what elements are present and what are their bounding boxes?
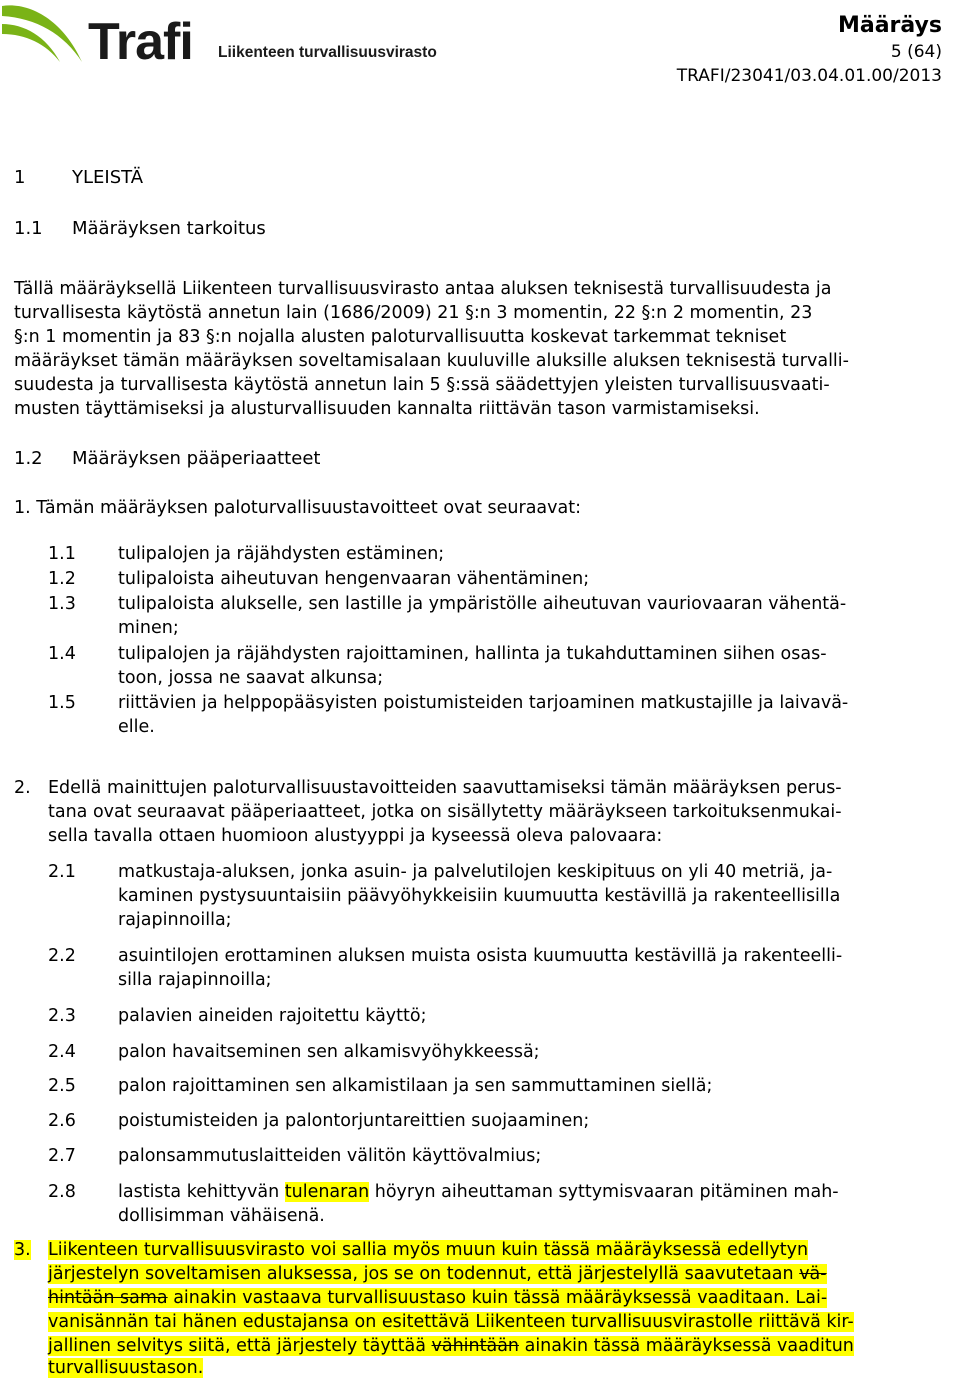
list-item-text: palon rajoittaminen sen alkamistilaan ja sen sammuttaminen siellä; [118, 1076, 713, 1096]
list-item-number: 1.4 [48, 644, 76, 664]
list-item-text: kaminen pystysuuntaisiin päävyöhykkeisiin kuumuutta kestävillä ja rakenteellisilla [118, 886, 841, 906]
list-item-text: dollisimman vähäisenä. [118, 1206, 325, 1226]
section-number: 1.2 [14, 448, 43, 469]
paragraph-line: musten täyttämiseksi ja alusturvallisuuden kannalta riittävän tason varmistamiseksi. [14, 399, 760, 419]
list-item-number: 2.4 [48, 1042, 76, 1062]
section-title: YLEISTÄ [72, 167, 144, 188]
list-item-text: silla rajapinnoilla; [118, 970, 272, 990]
section-title: Määräyksen pääperiaatteet [72, 448, 321, 469]
list-item-text: riittävien ja helppopääsyisten poistumisteiden tarjoaminen matkustajille ja laivavä- [118, 693, 849, 713]
trafi-logo [0, 0, 437, 75]
objectives-intro: 1. Tämän määräyksen paloturvallisuustavoitteet ovat seuraavat: [14, 498, 581, 518]
list-item-text: toon, jossa ne saavat alkunsa; [118, 668, 384, 688]
list-item-text: tulipalojen ja räjähdysten estäminen; [118, 544, 445, 564]
struck-text: vähintään [431, 1336, 520, 1356]
page-number: 5 (64) [890, 42, 942, 62]
document-type: Määräys [837, 13, 942, 38]
section-heading-1-2 [14, 447, 321, 471]
list-item-text: matkustaja-aluksen, jonka asuin- ja palvelutilojen keskipituus on yli 40 metriä, ja- [118, 862, 833, 882]
paragraph-line [48, 1286, 827, 1310]
highlighted-text: tulenaran [284, 1182, 370, 1202]
list-item-number: 2.3 [48, 1006, 76, 1026]
paragraph-line [48, 1356, 203, 1380]
text-run: lastista kehittyvän [118, 1182, 285, 1202]
section-heading-1-1 [14, 217, 266, 241]
paragraph-line: määräykset tämän määräyksen soveltamisalaan kuuluville aluksille aluksen teknisestä turvalli- [14, 351, 849, 371]
list-item-text: tulipaloista aiheutuvan hengenvaaran vähentäminen; [118, 569, 590, 589]
list-item-text: asuintilojen erottaminen aluksen muista osista kuumuutta kestävillä ja rakenteelli- [118, 946, 843, 966]
list-item-text: elle. [118, 717, 155, 737]
section-title: Määräyksen tarkoitus [72, 218, 266, 239]
list-item-text: tulipalojen ja räjähdysten rajoittaminen, hallinta ja tukahduttaminen siihen osas- [118, 644, 827, 664]
list-item-number: 1.5 [48, 693, 76, 713]
highlighted-text: järjestelyn soveltamisen aluksessa, jos se on todennut, että järjestelyllä saavutetaan [48, 1264, 800, 1284]
paragraph-line: suudesta ja turvallisesta käytöstä annetun lain 5 §:ssä säädettyjen yleisten turvallisuusvaati- [14, 375, 830, 395]
struck-text: vä- [799, 1264, 827, 1284]
document-header-info [677, 12, 942, 88]
document-reference: TRAFI/23041/03.04.01.00/2013 [676, 66, 942, 86]
list-item-number: 1.2 [48, 569, 76, 589]
highlighted-text: ainakin tässä määräyksessä vaaditun [519, 1336, 854, 1356]
section-number: 1 [14, 167, 26, 188]
paragraph-number: 2. [14, 778, 31, 798]
list-item-text: tulipaloista alukselle, sen lastille ja ympäristölle aiheutuvan vauriovaaran vähentä- [118, 594, 847, 614]
list-item-number: 2.7 [48, 1146, 76, 1166]
paragraph-line: sella tavalla ottaen huomioon alustyyppi ja kyseessä oleva palovaara: [48, 826, 663, 846]
list-item-text: minen; [118, 618, 179, 638]
section-heading-1 [14, 166, 144, 190]
paragraph-line [48, 1334, 854, 1358]
list-item-number: 2.6 [48, 1111, 76, 1131]
highlighted-text: jallinen selvitys siitä, että järjestely täyttää [48, 1336, 432, 1356]
list-item-text: palon havaitseminen sen alkamisvyöhykkeessä; [118, 1042, 540, 1062]
highlighted-text: ainakin vastaava turvallisuustaso kuin tässä määräyksessä vaaditaan. Lai- [167, 1288, 828, 1308]
paragraph-line: Tällä määräyksellä Liikenteen turvallisuusvirasto antaa aluksen teknisestä turvallisuudesta ja [14, 279, 832, 299]
paragraph-line [48, 1310, 854, 1334]
list-item-number: 2.8 [48, 1182, 76, 1202]
list-item-text [118, 1180, 839, 1204]
paragraph-line [48, 1238, 808, 1262]
paragraph-line: §:n 1 momentin ja 83 §:n nojalla alusten paloturvallisuutta koskevat tarkemmat tekniset [14, 327, 787, 347]
highlighted-text: turvallisuustason. [48, 1358, 204, 1378]
highlighted-text: vanisännän tai hänen edustajansa on esitettävä Liikenteen turvallisuusvirastolle riittävä kir- [48, 1312, 854, 1332]
paragraph-line: tana ovat seuraavat pääperiaatteet, jotka on sisällytetty määräykseen tarkoituksenmukai- [48, 802, 842, 822]
list-item-text: palonsammutuslaitteiden välitön käyttövalmius; [118, 1146, 542, 1166]
highlighted-text: 3. [14, 1240, 31, 1260]
list-item-number: 1.3 [48, 594, 76, 614]
list-item-number: 2.2 [48, 946, 76, 966]
struck-text: hintään sama [48, 1288, 168, 1308]
logo-subtitle: Liikenteen turvallisuusvirasto [218, 44, 437, 61]
list-item-number: 2.1 [48, 862, 76, 882]
paragraph-line [48, 1262, 827, 1286]
list-item-text: poistumisteiden ja palontorjuntareittien suojaaminen; [118, 1111, 590, 1131]
list-item-text: palavien aineiden rajoitettu käyttö; [118, 1006, 427, 1026]
paragraph-number [14, 1238, 31, 1262]
highlighted-text: Liikenteen turvallisuusvirasto voi sallia myös muun kuin tässä määräyksessä edellytyn [48, 1240, 809, 1260]
logo-swoosh-icon [0, 0, 420, 75]
text-run: höyryn aiheuttaman syttymisvaaran pitäminen mah- [369, 1182, 839, 1202]
paragraph-line: turvallisesta käytöstä annetun lain (1686/2009) 21 §:n 3 momentin, 22 §:n 2 momentin, 23 [14, 303, 813, 323]
paragraph-line: Edellä mainittujen paloturvallisuustavoitteiden saavuttamiseksi tämän määräyksen perus- [48, 778, 842, 798]
list-item-text: rajapinnoilla; [118, 910, 232, 930]
list-item-number: 2.5 [48, 1076, 76, 1096]
list-item-number: 1.1 [48, 544, 76, 564]
section-number: 1.1 [14, 218, 43, 239]
logo-wordmark: Trafi [88, 13, 193, 71]
